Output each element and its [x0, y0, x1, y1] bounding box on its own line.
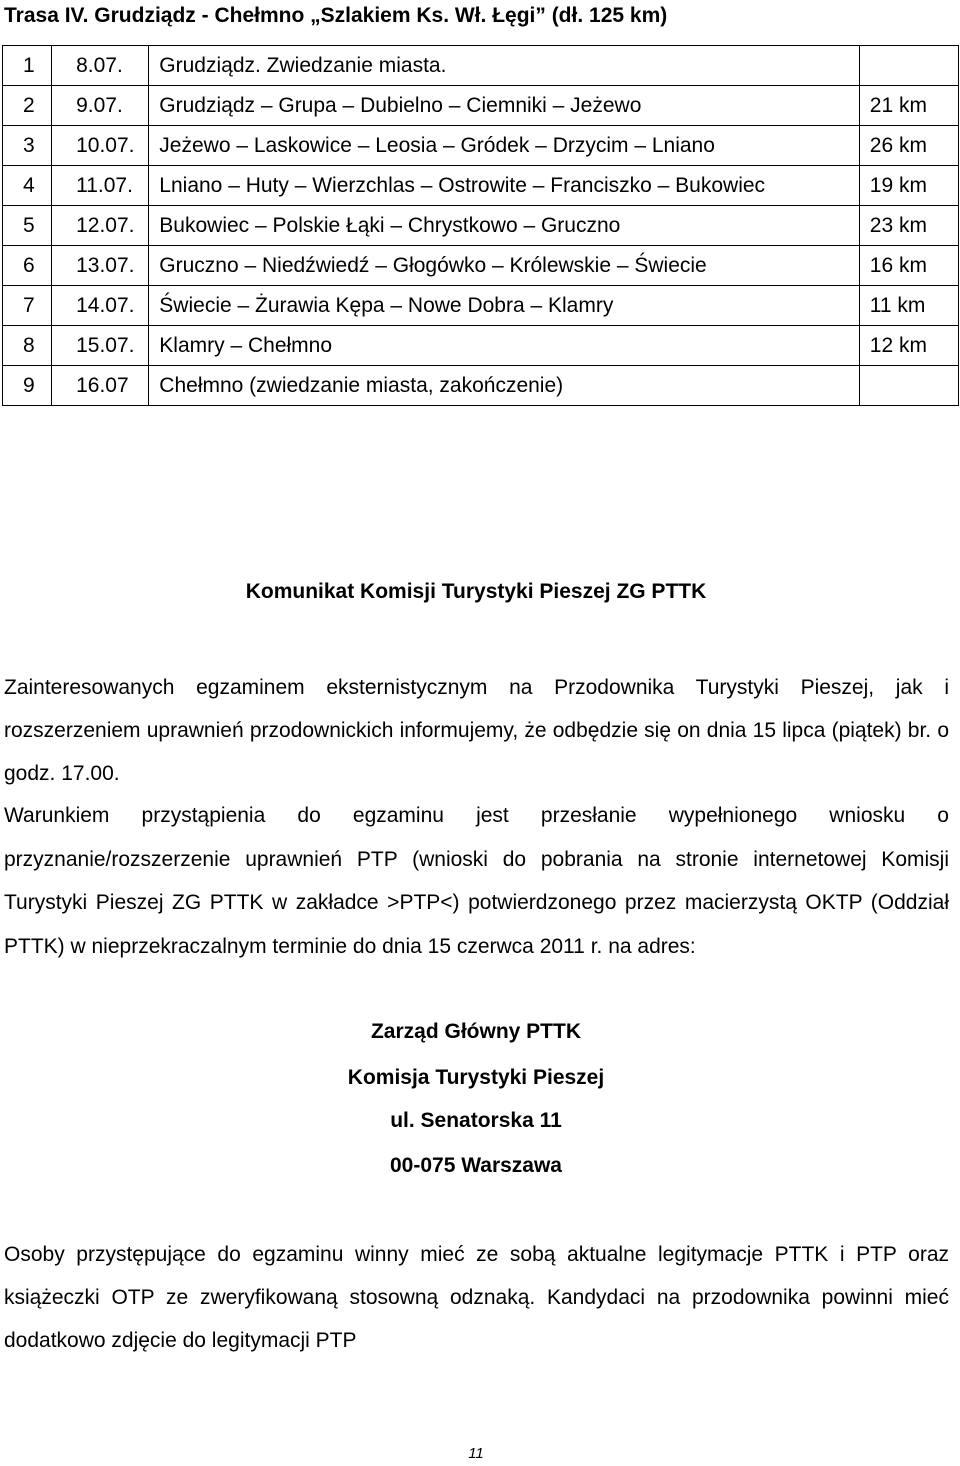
stage-distance: 11 km: [859, 286, 958, 326]
stage-distance: [859, 366, 958, 406]
stage-date: 14.07.: [52, 286, 149, 326]
table-row: [3, 326, 959, 366]
announcement-paragraph-1: Zainteresowanych egzaminem eksternistycznym na Przodownika Turystyki Pieszej, jak i rozszerzeniem uprawnień przodownickich informujemy, że odbędzie się on dnia 15 lipca (piątek) br. o godz. 17.00.: [4, 676, 949, 785]
stage-distance: [859, 46, 958, 86]
stage-route: Klamry – Chełmno: [149, 326, 859, 366]
announcement-paragraph-3: Osoby przystępujące do egzaminu winny mieć ze sobą aktualne legitymacje PTTK i PTP oraz książeczki OTP ze zweryfikowaną stosowną odznaką. Kandydaci na przodownika powinni mieć dodatkowo zdjęcie do legitymacji PTP: [4, 1243, 949, 1352]
stage-number: 3: [3, 126, 52, 166]
address-line-commission: Komisja Turystyki Pieszej: [347, 1066, 605, 1089]
stage-date: 10.07.: [52, 126, 149, 166]
page-number: 11: [468, 1445, 484, 1462]
table-row: [3, 166, 959, 206]
address-line-city: 00-075 Warszawa: [390, 1154, 562, 1177]
stage-number: 9: [3, 366, 52, 406]
table-row: [3, 86, 959, 126]
stage-route: Grudziądz – Grupa – Dubielno – Ciemniki – Jeżewo: [149, 86, 859, 126]
stage-date: 12.07.: [52, 206, 149, 246]
stage-distance: 16 km: [859, 246, 958, 286]
stage-distance: 19 km: [859, 166, 958, 206]
stage-route: Świecie – Żurawia Kępa – Nowe Dobra – Klamry: [149, 286, 859, 326]
table-row: [3, 366, 959, 406]
stage-number: 4: [3, 166, 52, 206]
stage-route: Bukowiec – Polskie Łąki – Chrystkowo – Gruczno: [149, 206, 859, 246]
stage-date: 15.07.: [52, 326, 149, 366]
address-line-organization: Zarząd Główny PTTK: [370, 1020, 582, 1043]
table-row: [3, 286, 959, 326]
route-title: Trasa IV. Grudziądz - Chełmno „Szlakiem Ks. Wł. Łęgi” (dł. 125 km): [4, 4, 668, 27]
stage-distance: 21 km: [859, 86, 958, 126]
stage-distance: 26 km: [859, 126, 958, 166]
stage-number: 6: [3, 246, 52, 286]
stage-route: Chełmno (zwiedzanie miasta, zakończenie): [149, 366, 859, 406]
route-stages-table: [2, 45, 959, 406]
stage-date: 9.07.: [52, 86, 149, 126]
stage-date: 13.07.: [52, 246, 149, 286]
stage-date: 8.07.: [52, 46, 149, 86]
stage-route: Lniano – Huty – Wierzchlas – Ostrowite – Franciszko – Bukowiec: [149, 166, 859, 206]
stage-route: Gruczno – Niedźwiedź – Głogówko – Królewskie – Świecie: [149, 246, 859, 286]
stage-route: Jeżewo – Laskowice – Leosia – Gródek – Drzycim – Lniano: [149, 126, 859, 166]
table-row: [3, 246, 959, 286]
table-row: [3, 126, 959, 166]
stage-number: 5: [3, 206, 52, 246]
stage-number: 7: [3, 286, 52, 326]
announcement-title: Komunikat Komisji Turystyki Pieszej ZG PTTK: [245, 580, 707, 603]
address-line-street: ul. Senatorska 11: [390, 1109, 562, 1132]
stage-date: 11.07.: [52, 166, 149, 206]
table-row: [3, 206, 959, 246]
table-row: [3, 46, 959, 86]
stage-number: 2: [3, 86, 52, 126]
stage-distance: 23 km: [859, 206, 958, 246]
stage-date: 16.07: [52, 366, 149, 406]
announcement-paragraph-2: Warunkiem przystąpienia do egzaminu jest przesłanie wypełnionego wniosku o przyznanie/rozszerzenie uprawnień PTP (wnioski do pobrania na stronie internetowej Komisji Turystyki Pieszej ZG PTTK w zakładce >PTP<) potwierdzonego przez macierzystą OKTP (Oddział PTTK) w nieprzekraczalnym terminie do dnia 15 czerwca 2011 r. na adres:: [4, 804, 949, 958]
stage-number: 8: [3, 326, 52, 366]
stage-distance: 12 km: [859, 326, 958, 366]
stage-number: 1: [3, 46, 52, 86]
stage-route: Grudziądz. Zwiedzanie miasta.: [149, 46, 859, 86]
